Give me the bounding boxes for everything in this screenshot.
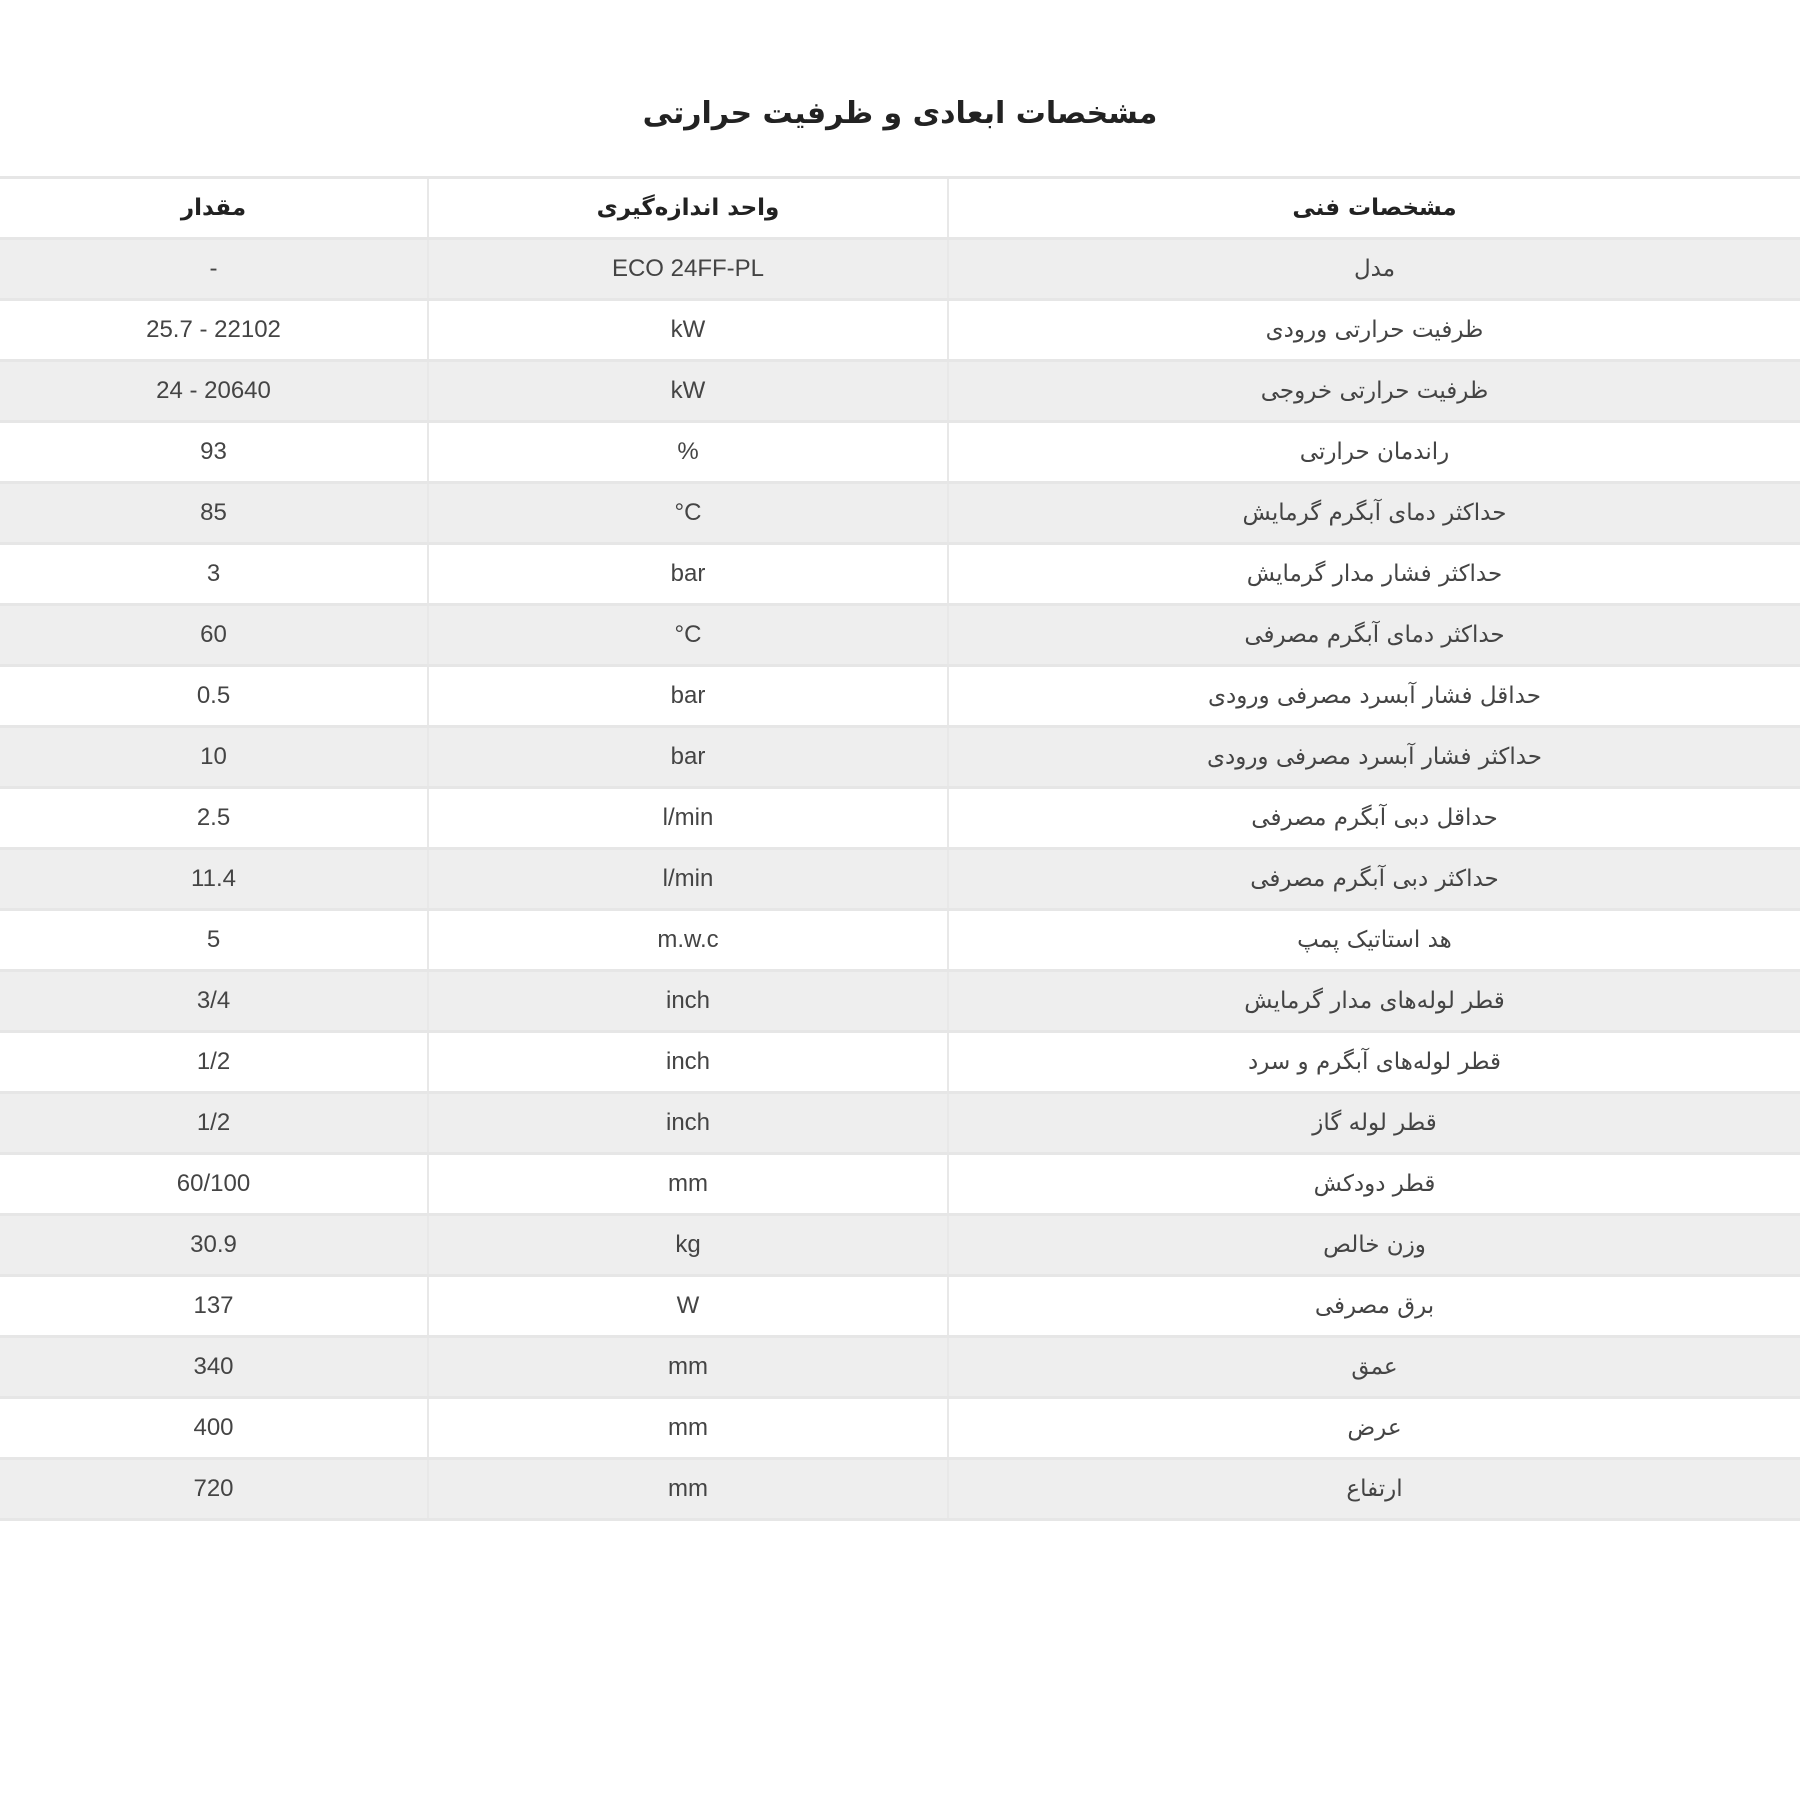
column-header-unit: واحد اندازه‌گیری (428, 178, 948, 239)
table-row (0, 1398, 1800, 1459)
cell-unit: mm (428, 1459, 948, 1520)
cell-spec-name: حداکثر دبی آبگرم مصرفی (948, 849, 1800, 910)
table-row (0, 1276, 1800, 1337)
table-row (0, 544, 1800, 605)
cell-spec-name: قطر لوله‌های آبگرم و سرد (948, 1032, 1800, 1093)
cell-value: 3 (0, 544, 428, 605)
cell-unit: inch (428, 971, 948, 1032)
cell-unit: °C (428, 483, 948, 544)
cell-value: 2.5 (0, 788, 428, 849)
table-row (0, 1337, 1800, 1398)
table-row (0, 910, 1800, 971)
cell-unit: W (428, 1276, 948, 1337)
cell-value: 25.7 - 22102 (0, 300, 428, 361)
cell-spec-name: قطر دودکش (948, 1154, 1800, 1215)
cell-spec-name: قطر لوله‌های مدار گرمایش (948, 971, 1800, 1032)
cell-spec-name: عرض (948, 1398, 1800, 1459)
cell-spec-name: وزن خالص (948, 1215, 1800, 1276)
cell-value: 137 (0, 1276, 428, 1337)
cell-unit: inch (428, 1093, 948, 1154)
cell-spec-name: برق مصرفی (948, 1276, 1800, 1337)
table-row (0, 483, 1800, 544)
cell-unit: kg (428, 1215, 948, 1276)
cell-value: 1/2 (0, 1093, 428, 1154)
cell-value: 340 (0, 1337, 428, 1398)
table-row (0, 1093, 1800, 1154)
table-row (0, 1459, 1800, 1520)
spec-table (0, 176, 1800, 1521)
cell-spec-name: ظرفیت حرارتی خروجی (948, 361, 1800, 422)
cell-spec-name: قطر لوله گاز (948, 1093, 1800, 1154)
table-row (0, 971, 1800, 1032)
cell-unit: bar (428, 544, 948, 605)
cell-unit: inch (428, 1032, 948, 1093)
table-row (0, 666, 1800, 727)
cell-unit: mm (428, 1337, 948, 1398)
table-row (0, 1154, 1800, 1215)
cell-unit: m.w.c (428, 910, 948, 971)
cell-value: 5 (0, 910, 428, 971)
cell-unit: l/min (428, 788, 948, 849)
column-header-spec: مشخصات فنی (948, 178, 1800, 239)
table-row (0, 300, 1800, 361)
cell-spec-name: ظرفیت حرارتی ورودی (948, 300, 1800, 361)
cell-value: 1/2 (0, 1032, 428, 1093)
table-header-row (0, 178, 1800, 239)
cell-value: 11.4 (0, 849, 428, 910)
cell-spec-name: هد استاتیک پمپ (948, 910, 1800, 971)
table-row (0, 788, 1800, 849)
cell-value: 30.9 (0, 1215, 428, 1276)
cell-spec-name: عمق (948, 1337, 1800, 1398)
table-row (0, 1032, 1800, 1093)
table-row (0, 1215, 1800, 1276)
cell-unit: kW (428, 300, 948, 361)
cell-spec-name: حداقل دبی آبگرم مصرفی (948, 788, 1800, 849)
cell-value: 60/100 (0, 1154, 428, 1215)
cell-unit: ECO 24FF-PL (428, 239, 948, 300)
cell-spec-name: مدل (948, 239, 1800, 300)
cell-unit: mm (428, 1154, 948, 1215)
cell-unit: % (428, 422, 948, 483)
cell-value: 10 (0, 727, 428, 788)
page-title: مشخصات ابعادی و ظرفیت حرارتی (642, 96, 1158, 132)
cell-value: 720 (0, 1459, 428, 1520)
column-header-value: مقدار (0, 178, 428, 239)
cell-spec-name: حداکثر دمای آبگرم گرمایش (948, 483, 1800, 544)
cell-spec-name: ارتفاع (948, 1459, 1800, 1520)
cell-unit: °C (428, 605, 948, 666)
cell-unit: kW (428, 361, 948, 422)
table-row (0, 361, 1800, 422)
cell-unit: bar (428, 727, 948, 788)
table-row (0, 422, 1800, 483)
cell-unit: mm (428, 1398, 948, 1459)
cell-value: 85 (0, 483, 428, 544)
cell-unit: bar (428, 666, 948, 727)
table-row (0, 239, 1800, 300)
cell-value: 400 (0, 1398, 428, 1459)
cell-value: 0.5 (0, 666, 428, 727)
table-row (0, 849, 1800, 910)
cell-value: 24 - 20640 (0, 361, 428, 422)
cell-spec-name: حداکثر دمای آبگرم مصرفی (948, 605, 1800, 666)
cell-unit: l/min (428, 849, 948, 910)
cell-spec-name: راندمان حرارتی (948, 422, 1800, 483)
table-body (0, 239, 1800, 1520)
cell-value: 3/4 (0, 971, 428, 1032)
cell-spec-name: حداقل فشار آبسرد مصرفی ورودی (948, 666, 1800, 727)
cell-spec-name: حداکثر فشار مدار گرمایش (948, 544, 1800, 605)
table-row (0, 727, 1800, 788)
cell-value: 60 (0, 605, 428, 666)
cell-value: 93 (0, 422, 428, 483)
cell-spec-name: حداکثر فشار آبسرد مصرفی ورودی (948, 727, 1800, 788)
table-row (0, 605, 1800, 666)
cell-value: - (0, 239, 428, 300)
